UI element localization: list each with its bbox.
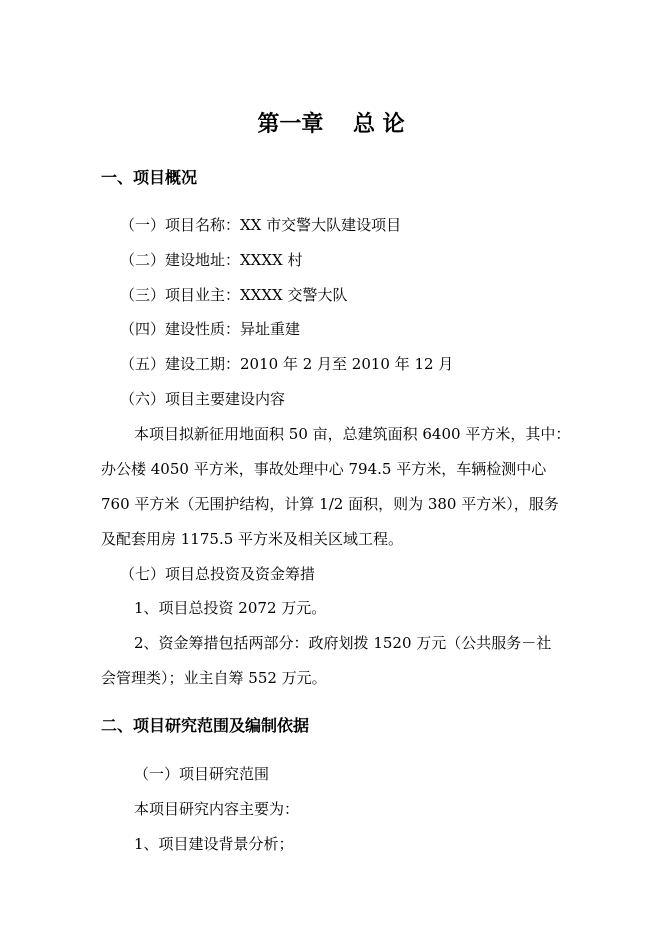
chapter-title: 第一章 总 论	[257, 111, 405, 137]
scope-sub-heading: （一）项目研究范围	[134, 765, 270, 783]
investment-heading: （七）项目总投资及资金筹措	[120, 565, 316, 583]
section-heading-scope: 二、项目研究范围及编制依据	[101, 716, 310, 735]
investment-line-3: 会管理类）；业主自筹 552 万元。	[101, 669, 327, 687]
scope-intro: 本项目研究内容主要为：	[134, 800, 300, 818]
overview-item-nature: （四）建设性质：异址重建	[120, 320, 301, 338]
content-paragraph-line-1: 本项目拟新征用地面积 50 亩，总建筑面积 6400 平方米，其中：	[134, 425, 571, 443]
investment-line-1: 1、项目总投资 2072 万元。	[134, 599, 327, 617]
section-heading-overview: 一、项目概况	[101, 168, 198, 187]
overview-item-period: （五）建设工期：2010 年 2 月至 2010 年 12 月	[120, 355, 454, 373]
overview-item-content: （六）项目主要建设内容	[120, 390, 286, 408]
content-paragraph-line-3: 760 平方米（无围护结构，计算 1/2 面积，则为 380 平方米），服务	[101, 495, 559, 513]
content-paragraph-line-4: 及配套用房 1175.5 平方米及相关区域工程。	[101, 530, 404, 548]
overview-item-address: （二）建设地址：XXXX 村	[120, 251, 303, 269]
overview-item-name: （一）项目名称：XX 市交警大队建设项目	[120, 216, 402, 234]
content-paragraph-line-2: 办公楼 4050 平方米，事故处理中心 794.5 平方米，车辆检测中心	[101, 460, 547, 478]
investment-line-2: 2、资金筹措包括两部分：政府划拨 1520 万元（公共服务－社	[134, 634, 552, 652]
overview-item-owner: （三）项目业主：XXXX 交警大队	[120, 286, 348, 304]
scope-list-item: 1、项目建设背景分析；	[134, 835, 294, 853]
